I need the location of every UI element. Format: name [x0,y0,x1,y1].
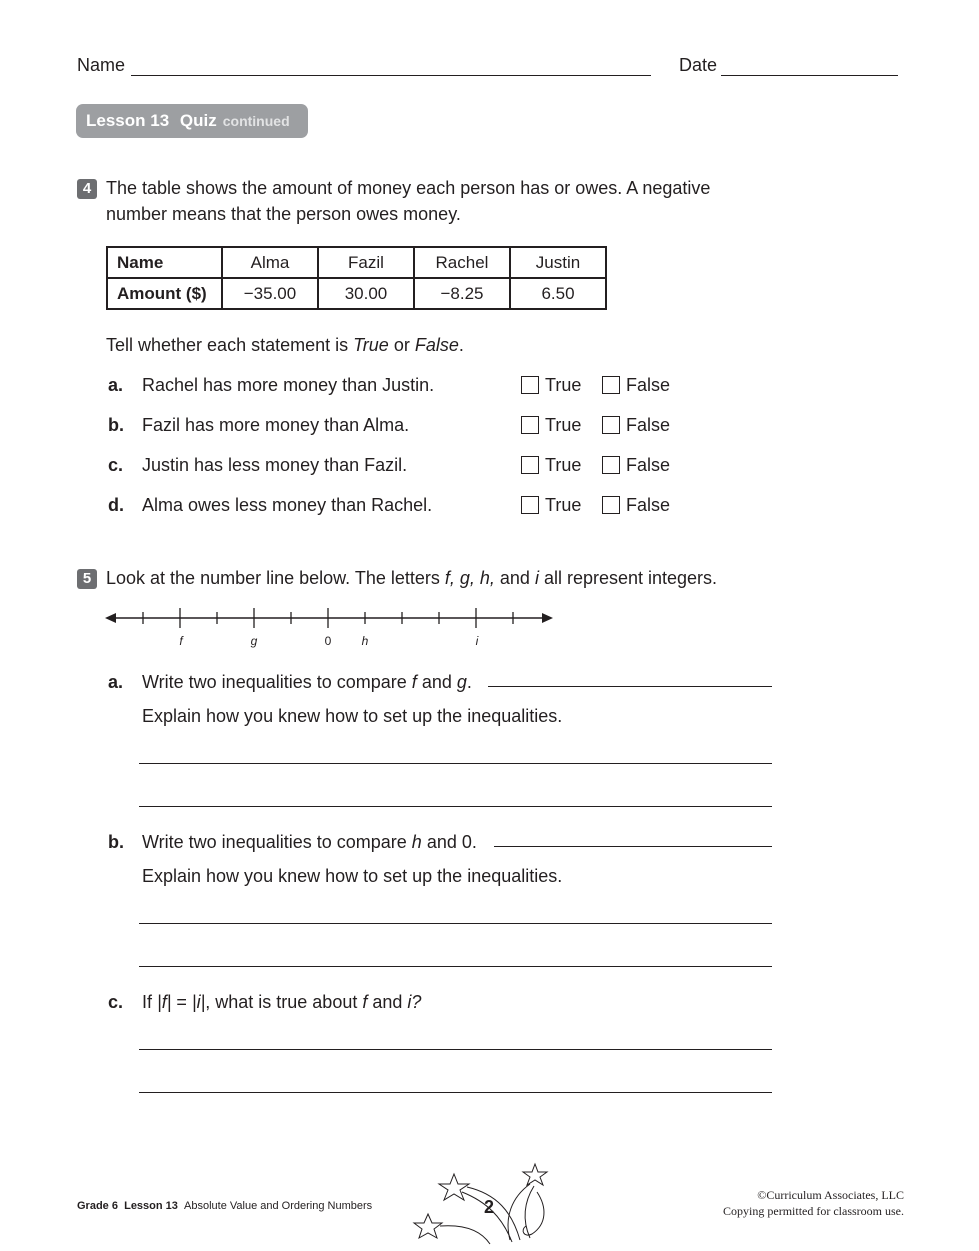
table-cell: Fazil [318,247,414,278]
part-c-var-i: i? [407,992,422,1012]
question-4-instruction [106,335,464,356]
table-row [107,247,606,278]
part-a-end: . [466,672,472,692]
table-cell: Rachel [414,247,510,278]
part-a-explain-line-1[interactable] [139,763,772,764]
footer-grade: Grade 6 [77,1200,118,1212]
true-label: True [545,495,582,515]
table-cell: Justin [510,247,606,278]
part-a-pre: Write two inequalities to compare [142,672,412,692]
statement-text: Rachel has more money than Justin. [142,375,435,395]
part-b-var1: h [411,832,422,852]
true-checkbox[interactable] [521,496,539,514]
true-checkbox[interactable] [521,376,539,394]
part-b-text [142,832,477,853]
part-a-answer-line[interactable] [488,686,772,687]
star-icon [523,1164,547,1185]
swirl [508,1184,530,1240]
star-icon [414,1214,442,1238]
true-label: True [545,375,582,395]
table-cell: −35.00 [222,278,318,309]
swirl [440,1226,490,1244]
part-b-explain: Explain how you knew how to set up the inequalities. [142,866,563,886]
left-arrow-icon [105,613,116,623]
date-label: Date [679,55,718,75]
table-cell: −8.25 [414,278,510,309]
part-b-explain-line-1[interactable] [139,923,772,924]
false-label: False [626,455,671,475]
star-icon [439,1174,469,1200]
date-field[interactable] [721,75,898,76]
instruction-false: False [414,335,459,355]
label-zero: 0 [324,634,332,648]
instruction-text: Tell whether each statement is [106,335,354,355]
statement-letter: a. [108,375,124,395]
statement-text: Alma owes less money than Rachel. [142,495,433,515]
true-label: True [545,415,582,435]
part-c-if: If [142,992,158,1012]
part-c-answer-line-2[interactable] [139,1092,772,1093]
part-b-explain-line-2[interactable] [139,966,772,967]
footer-title: Absolute Value and Ordering Numbers [184,1200,373,1212]
label-f: f [179,634,183,648]
table-header-amount: Amount ($) [107,278,222,309]
part-c-text [142,992,421,1013]
badge-quiz: Quiz [179,111,217,130]
badge-lesson: Lesson 13 [86,111,170,130]
footer-right [723,1187,904,1219]
part-b-letter: b. [108,832,124,852]
instruction-or: or [388,335,415,355]
prompt-end: all represent integers. [538,568,718,588]
question-5-number: 5 [77,569,97,589]
false-label: False [626,375,671,395]
footer-permission: Copying permitted for classroom use. [723,1204,904,1218]
part-c-and: and [367,992,408,1012]
question-5-prompt [106,568,717,589]
right-arrow-icon [542,613,553,623]
footer-copyright: ©Curriculum Associates, LLC [757,1188,904,1202]
false-label: False [626,415,671,435]
part-c-answer-line-1[interactable] [139,1049,772,1050]
part-a-letter: a. [108,672,124,692]
lesson-quiz-badge [76,104,308,138]
statement-letter: b. [108,415,124,435]
true-checkbox[interactable] [521,456,539,474]
question-4-prompt-line2: number means that the person owes money. [106,204,461,224]
part-a-and: and [416,672,457,692]
prompt-vars: f, g, h, [444,568,495,588]
label-g: g [250,634,258,648]
table-cell: Alma [222,247,318,278]
part-c-var-f: f [362,992,368,1012]
badge-continued: continued [222,113,290,129]
part-a-var1: f [411,672,417,692]
statement-letter: d. [108,495,124,515]
false-checkbox[interactable] [602,376,620,394]
part-a-text [142,672,472,693]
label-i: i [475,634,479,648]
part-a-explain: Explain how you knew how to set up the inequalities. [142,706,563,726]
instruction-true: True [353,335,389,355]
money-table [106,246,607,310]
true-checkbox[interactable] [521,416,539,434]
page-number: 2 [484,1197,495,1217]
table-cell: 6.50 [510,278,606,309]
part-c-mid: , what is true about [205,992,363,1012]
part-c-equals: = [171,992,192,1012]
part-b-end: and 0. [421,832,477,852]
prompt-and: and [494,568,535,588]
part-b-answer-line[interactable] [494,846,772,847]
part-b-pre: Write two inequalities to compare [142,832,412,852]
statement-text: Justin has less money than Fazil. [142,455,408,475]
table-header-name: Name [107,247,222,278]
question-4-number: 4 [77,179,97,199]
number-line [100,602,560,652]
instruction-end: . [458,335,464,355]
part-a-explain-line-2[interactable] [139,806,772,807]
swirl [525,1186,534,1238]
footer-left [77,1200,372,1212]
statement-text: Fazil has more money than Alma. [142,415,410,435]
false-checkbox[interactable] [602,496,620,514]
part-c-letter: c. [108,992,124,1012]
true-label: True [545,455,582,475]
stars-decoration-icon [412,1162,552,1250]
prompt-i: i [534,568,539,588]
part-c-abs-i: |i| [191,992,206,1012]
statement-letter: c. [108,455,124,475]
false-checkbox[interactable] [602,456,620,474]
question-4-prompt-line1: The table shows the amount of money each person has or owes. A negative [106,178,711,198]
false-checkbox[interactable] [602,416,620,434]
table-row [107,278,606,309]
false-label: False [626,495,671,515]
label-h: h [361,634,369,648]
name-field[interactable] [131,75,651,76]
footer-lesson: Lesson 13 [124,1200,178,1212]
name-label: Name [77,55,126,75]
part-a-var2: g [456,672,467,692]
prompt-text: Look at the number line below. The letters [106,568,445,588]
part-c-abs-f: |f| [157,992,172,1012]
table-cell: 30.00 [318,278,414,309]
